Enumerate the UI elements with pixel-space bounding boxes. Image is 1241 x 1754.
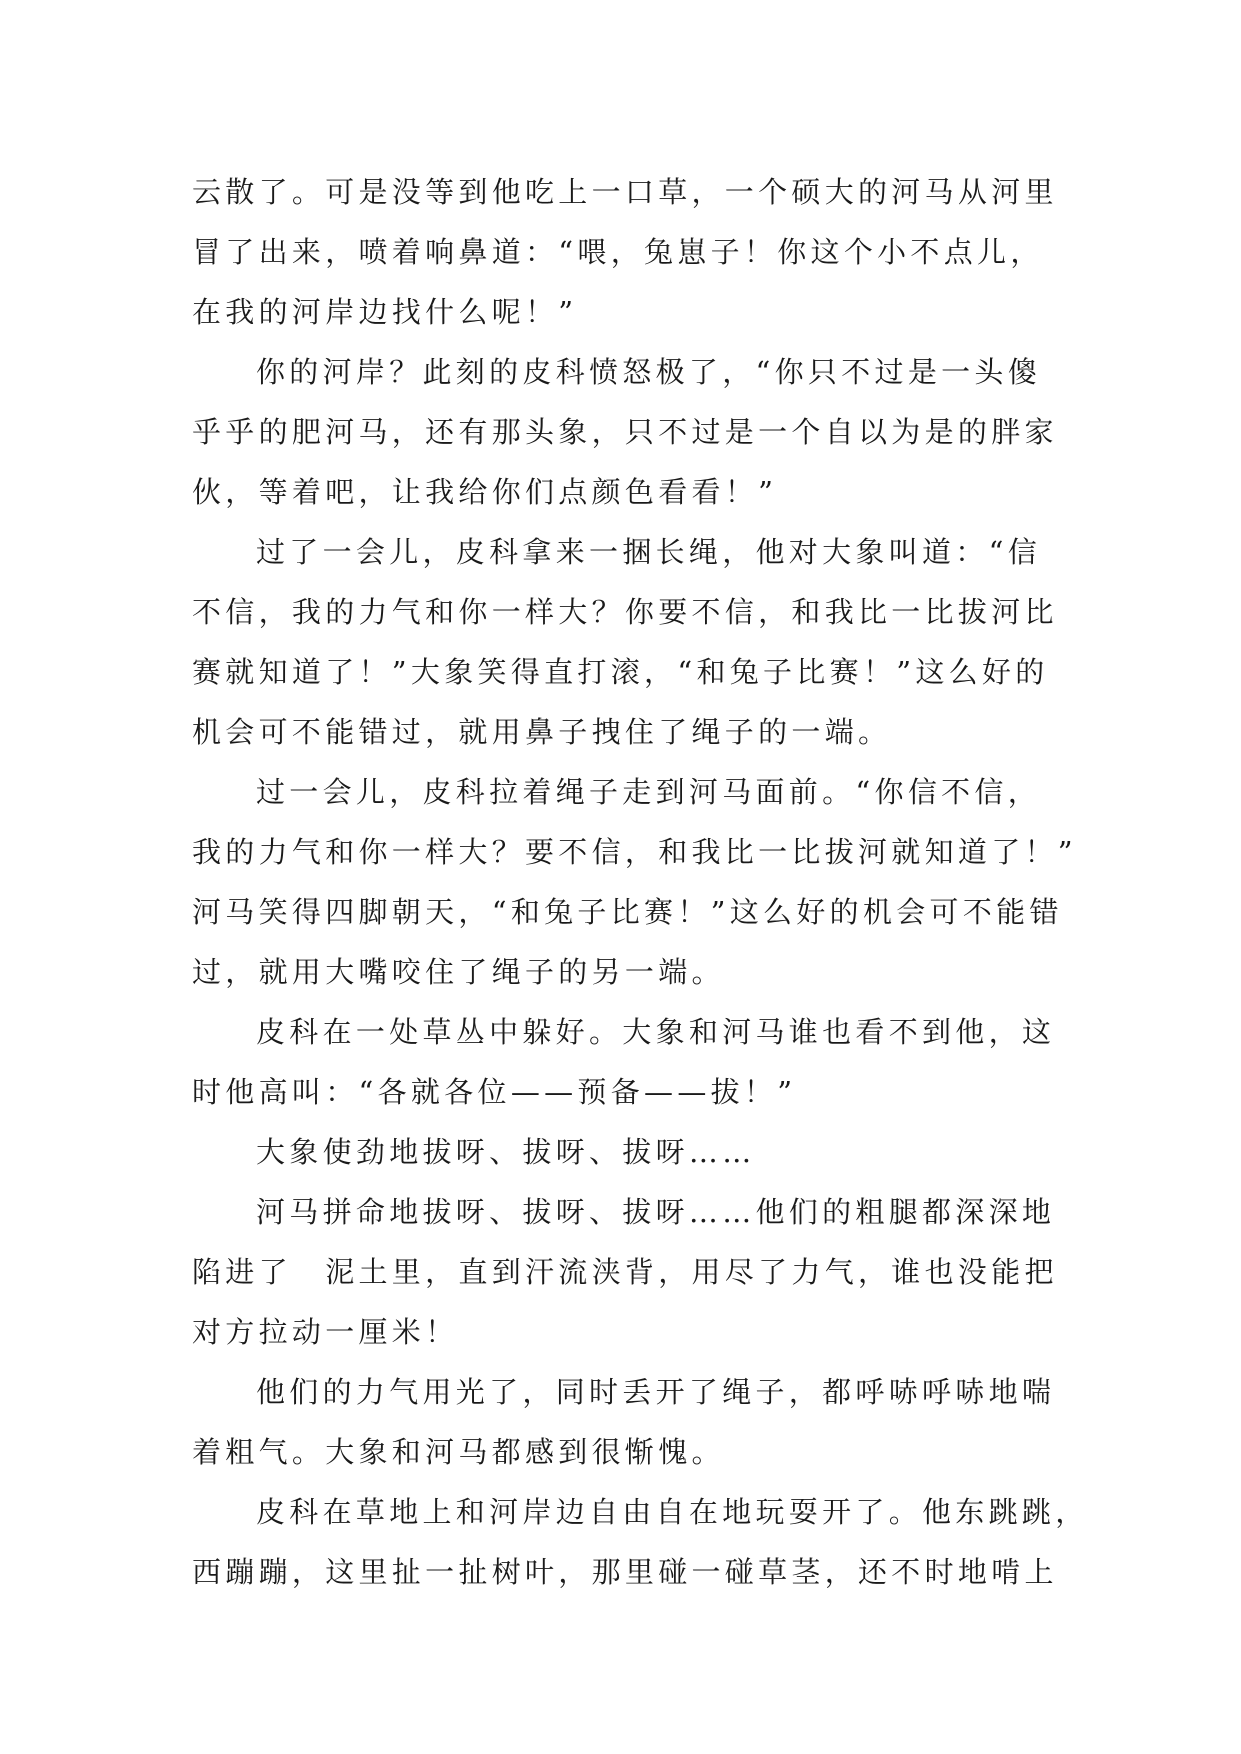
text-line: 对方拉动一厘米！ [192,1315,459,1349]
paragraph-first-line: 过一会儿，皮科拉着绳子走到河马面前。“你信不信， [256,775,1042,809]
text-line: 陷进了 泥土里，直到汗流浃背，用尽了力气，谁也没能把 [192,1255,1058,1289]
text-line: 赛就知道了！”大象笑得直打滚，“和兔子比赛！”这么好的 [192,655,1049,689]
story-text-body [192,162,1089,1602]
paragraph-first-line: 皮科在草地上和河岸边自由自在地玩耍开了。他东跳跳， [256,1495,1089,1529]
text-line: 着粗气。大象和河马都感到很惭愧。 [192,1435,725,1469]
text-line: 河马笑得四脚朝天，“和兔子比赛！”这么好的机会可不能错 [192,895,1063,929]
paragraph-first-line: 他们的力气用光了，同时丢开了绳子，都呼哧呼哧地喘 [256,1375,1056,1409]
text-line: 伙，等着吧，让我给你们点颜色看看！” [192,475,778,509]
text-line: 乎乎的肥河马，还有那头象，只不过是一个自以为是的胖家 [192,415,1058,449]
text-line: 时他高叫：“各就各位——预备——拔！” [192,1075,797,1109]
text-line: 西蹦蹦，这里扯一扯树叶，那里碰一碰草茎，还不时地啃上 [192,1555,1058,1589]
text-line: 在我的河岸边找什么呢！” [192,295,578,329]
text-line: 我的力气和你一样大？要不信，和我比一比拔河就知道了！” [192,835,1077,869]
text-line: 过，就用大嘴咬住了绳子的另一端。 [192,955,725,989]
paragraph-first-line: 大象使劲地拔呀、拔呀、拔呀…… [256,1135,756,1169]
text-line: 不信，我的力气和你一样大？你要不信，和我比一比拔河比 [192,595,1058,629]
text-line: 云散了。可是没等到他吃上一口草，一个硕大的河马从河里 [192,175,1058,209]
paragraph-first-line: 你的河岸？此刻的皮科愤怒极了，“你只不过是一头傻 [256,355,1042,389]
paragraph-first-line: 河马拼命地拔呀、拔呀、拔呀……他们的粗腿都深深地 [256,1195,1056,1229]
text-line: 机会可不能错过，就用鼻子拽住了绳子的一端。 [192,715,892,749]
paragraph-first-line: 皮科在一处草丛中躲好。大象和河马谁也看不到他，这 [256,1015,1056,1049]
paragraph-first-line: 过了一会儿，皮科拿来一捆长绳，他对大象叫道：“信 [256,535,1042,569]
text-line: 冒了出来，喷着响鼻道：“喂，兔崽子！你这个小不点儿， [192,235,1044,269]
